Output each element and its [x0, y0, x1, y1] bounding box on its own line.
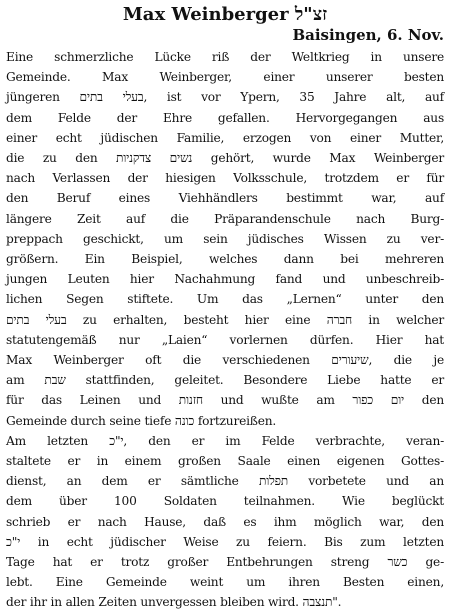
text-line: Gemeinde durch seine tiefe כונה fortzureißen.: [6, 413, 277, 428]
text-line: Tage hat er trotz großer Entbehrungen streng כשר ge-: [6, 555, 444, 570]
text-line: lebt. Eine Gemeinde weint um ihren Besten einen,: [6, 575, 444, 590]
text-line: der ihr in allen Zeiten unvergessen bleiben wird. תנצבה".: [6, 595, 342, 610]
text-line: בעלי בתים zu erhalten, besteht hier eine חברה in welcher: [6, 312, 444, 327]
text-line: י"כ in echt jüdischer Weise zu feiern. Bis zum letzten: [6, 534, 444, 549]
paragraph-1: [6, 47, 444, 431]
text-line: am שבת stattfinden, geleitet. Besondere Liebe hatte er: [6, 373, 444, 388]
text-line: für das Leinen und חזנות und wußte am יום כפור den: [6, 393, 444, 408]
text-line: jüngeren בעלי בתים, ist vor Ypern, 35 Jahre alt, auf: [6, 90, 444, 105]
text-line: Am letzten י"כ, den er im Felde verbrachte, veran-: [6, 433, 445, 448]
text-line: Max Weinberger oft die verschiedenen שיעורים, die je: [6, 353, 444, 368]
text-line: preppach geschickt, um sein jüdisches Wissen zu ver-: [6, 231, 444, 246]
text-line: jungen Leuten hier Nachahmung fand und unbeschreib-: [6, 272, 444, 287]
obituary-title: Max Weinberger זצ"ל: [122, 4, 328, 25]
text-line: dem über 100 Soldaten teilnahmen. Wie beglückt: [6, 494, 444, 509]
paragraph-2: [6, 431, 444, 613]
text-line: dienst, an dem er sämtliche תפלות vorbetete und an: [6, 474, 444, 489]
dateline: Baisingen, 6. Nov.: [292, 26, 444, 44]
text-line: den Beruf eines Viehhändlers bestimmt war, auf: [6, 191, 444, 206]
text-line: einer echt jüdischen Familie, erzogen von einer Mutter,: [6, 130, 444, 145]
text-line: Gemeinde. Max Weinberger, einer unserer besten: [6, 70, 444, 85]
text-line: schrieb er nach Hause, daß es ihm möglich war, den: [6, 514, 444, 529]
text-line: statutengemäß nur „Laien“ vorlernen dürfen. Hier hat: [6, 332, 444, 347]
text-line: lichen Segen stiftete. Um das „Lernen“ unter den: [6, 292, 444, 307]
text-line: größern. Ein Beispiel, welches dann bei mehreren: [6, 252, 444, 267]
text-line: nach Verlassen der hiesigen Volksschule, trotzdem er für: [6, 171, 444, 186]
text-line: staltete er in einem großen Saale einen eigenen Gottes-: [6, 454, 444, 469]
text-line: Eine schmerzliche Lücke riß der Weltkrieg in unsere: [6, 50, 444, 64]
text-line: die zu den נשים צדקניות gehört, wurde Max Weinberger: [6, 151, 444, 166]
text-line: dem Felde der Ehre gefallen. Hervorgegangen aus: [6, 110, 444, 125]
text-line: längere Zeit auf die Präparandenschule nach Burg-: [6, 211, 444, 226]
